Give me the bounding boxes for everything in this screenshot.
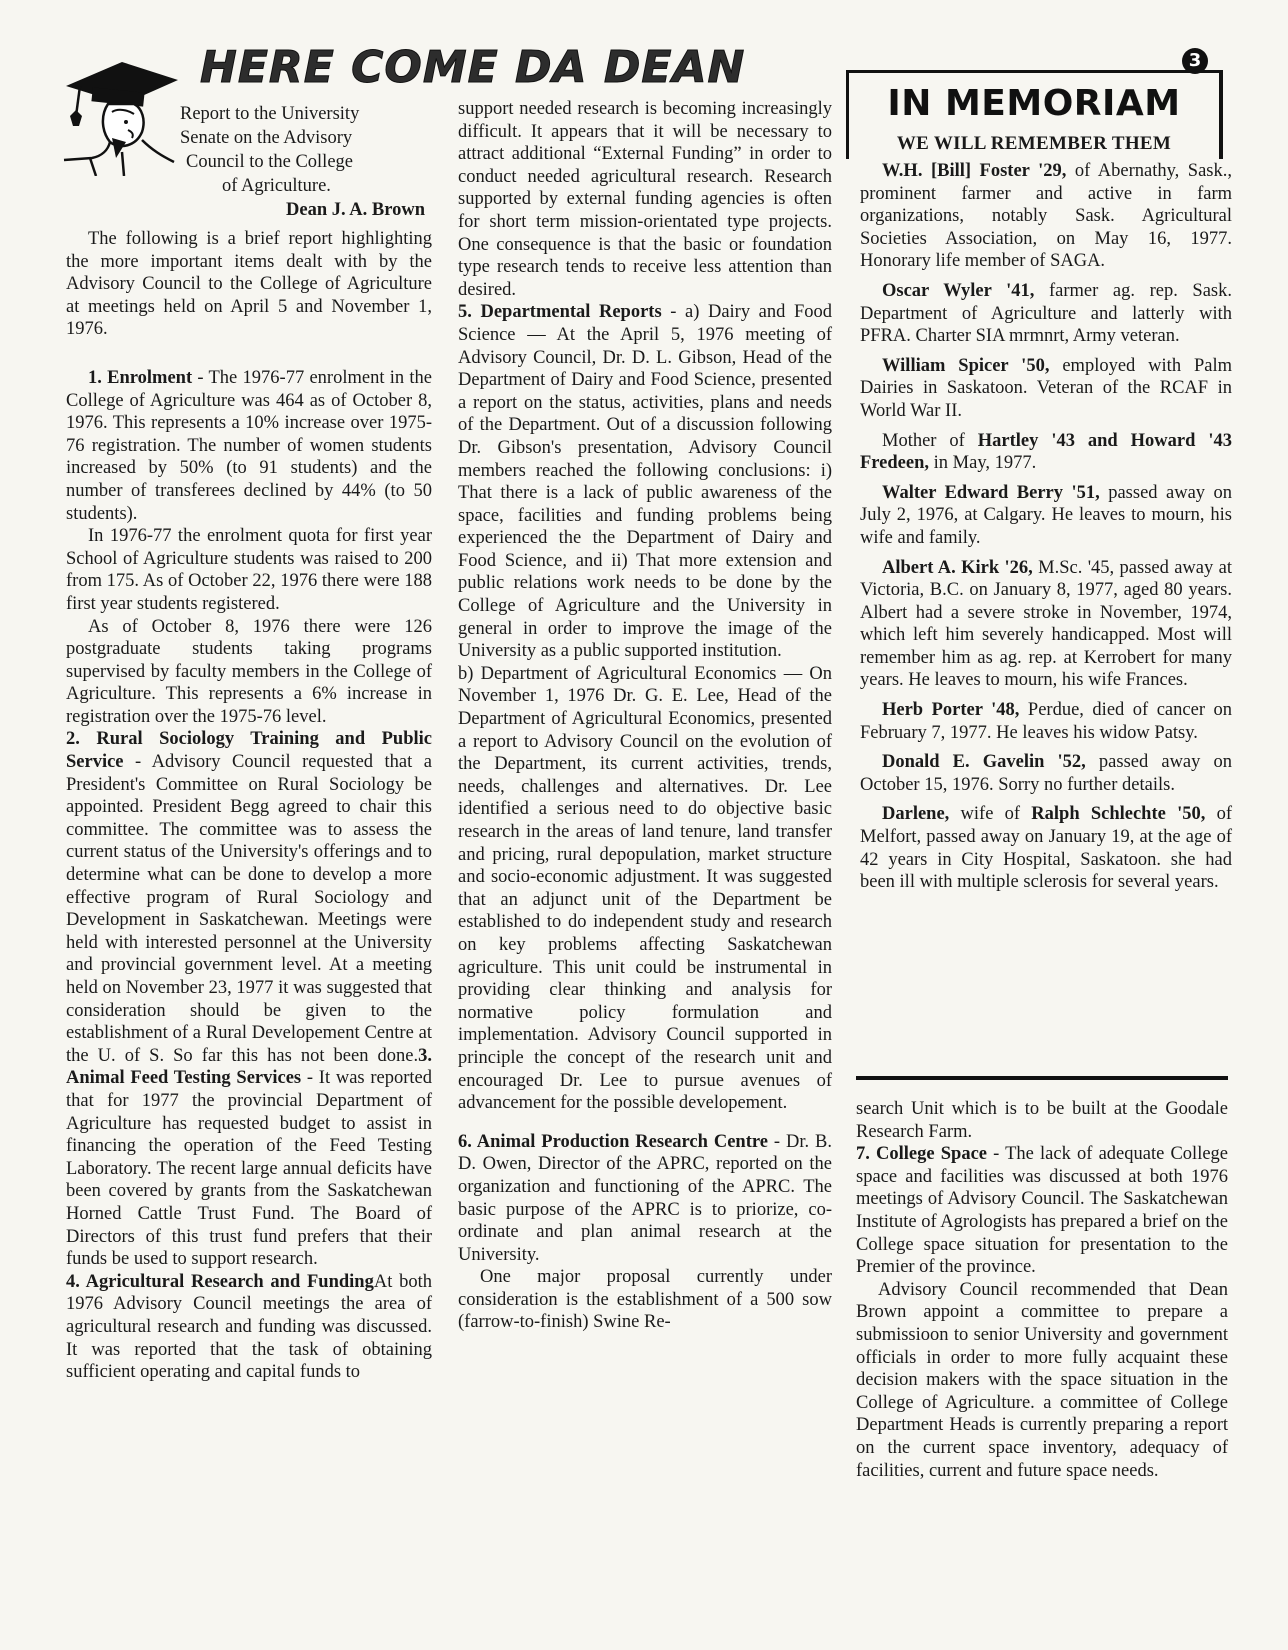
section-heading: 1. Enrolment [88, 367, 193, 388]
memoriam-entry [860, 160, 1232, 273]
article-column-1 [66, 228, 432, 1384]
entry-name: Oscar Wyler '41, [882, 280, 1035, 301]
entry-text: in May, 1977. [929, 453, 1037, 474]
memoriam-title: IN MEMORIAM [887, 83, 1181, 124]
entry-name: Darlene, [882, 804, 950, 825]
intro-line: of Agriculture. [222, 176, 331, 196]
page-headline: HERE COME DA DEAN [200, 42, 746, 93]
page-number-badge: 3 [1182, 48, 1208, 74]
paragraph-text: - It was reported that for 1977 the provincial Department of Agriculture has requested budget to assist in financing the operation of the Feed Testing Laboratory. The recent large annual deficits have been covered by grants from the Saskatchewan Horned Cattle Trust Fund. The Board of Directors of this trust fund prefers that their funds be used to support research. [66, 1068, 432, 1270]
paragraph-text: - Dr. B. D. Owen, Director of the APRC, reported on the organization and functioning of the APRC. The basic purpose of the APRC is to priorize, co-ordinate and plan animal research at the University. [458, 1131, 833, 1265]
entry-name: William Spicer '50, [882, 355, 1050, 376]
section-rural-sociology [66, 728, 432, 1270]
report-intro [180, 102, 425, 222]
entry-name: Albert A. Kirk '26, [882, 557, 1033, 578]
paragraph: search Unit which is to be built at the Goodale Research Farm. [856, 1099, 1228, 1142]
section-divider [856, 1076, 1228, 1080]
memoriam-entry [860, 482, 1232, 550]
in-memoriam-header [846, 70, 1223, 159]
article-column-3 [856, 1098, 1228, 1482]
graduate-cap-logo-icon [62, 58, 182, 176]
section-research-funding [66, 1271, 432, 1384]
section-heading: 5. Departmental Reports [458, 302, 662, 323]
intro-line: Council to the College [186, 152, 353, 172]
section-animal-production [458, 1131, 832, 1267]
entry-text: Perdue, died of cancer on February 7, 1977. He leaves his widow Patsy. [860, 700, 1232, 743]
entry-text: M.Sc. '45, passed away at Victoria, B.C. on January 8, 1977, aged 80 years. Albert had a severe stroke in November, 1974, which left him severely handicapped. Most will remember him as ag. rep. at Kerrobert for many years. He leaves to mourn, his wife Frances. [860, 557, 1232, 691]
paragraph: b) Department of Agricultural Economics — On November 1, 1976 Dr. G. E. Lee, Head of the Department of Agricultural Economics, presented a report to Advisory Council on the evolution of the Department, its current activities, trends, needs, challenges and alternatives. Dr. Lee identified a serious need to do objective basic research in the areas of land tenure, land transfer and pricing, rural depopulation, market structure and socio-economic adjustment. It was suggested that an adjunct unit of the Department be established to do independent study and research on key problems affecting Saskatchewan agriculture. This unit could be instrumental in providing clear thinking and analysis for normative policy formulation and implementation. Advisory Council supported in principle the concept of the research unit and encouraged Dr. Lee to pursue avenues of advancement for the possible developement. [458, 663, 832, 1114]
entry-text: passed away on July 2, 1976, at Calgary. He leaves to mourn, his wife and family. [860, 482, 1232, 548]
memoriam-entry [860, 557, 1232, 693]
paragraph-text: - The 1976-77 enrolment in the College of Agriculture was 464 as of October 8, 1976. This represents a 10% increase over 1975-76 registration. The number of women students increased by 50% (to 91 students) and the number of transferees declined by 44% (to 50 students). [66, 367, 433, 524]
paragraph-text: - Advisory Council requested that a President's Committee on Rural Sociology be appointed. President Begg agreed to chair this committee. The committee was to assess the current status of the University's offerings and to determine what can be done to develop a more effective program of Rural Sociology and Development in Saskatchewan. Meetings were held with interested personnel at the University and provincial government level. At a meeting held on November 23, 1977 it was suggested that consideration should be given to the establishment of a Rural Developement Centre at the U. of S. So far this has not been done. [66, 752, 432, 1066]
section-departmental-reports [458, 301, 832, 663]
paragraph: As of October 8, 1976 there were 126 postgraduate students taking programs supervised by faculty members in the College of Agriculture. This represents a 6% increase in registration over the 1975-76 level. [66, 616, 432, 727]
section-enrolment [66, 367, 432, 525]
entry-name: Donald E. Gavelin '52, [882, 752, 1086, 773]
section-heading: 6. Animal Production Research Centre [458, 1131, 768, 1152]
entry-text: passed away on October 15, 1976. Sorry no further details. [860, 752, 1232, 795]
memoriam-entry [860, 699, 1232, 744]
intro-line: Senate on the Advisory [180, 128, 353, 148]
paragraph: Advisory Council recommended that Dean Brown appoint a committee to prepare a submissioon to senior University and government officials in order to more fully acquaint these decision makers with the space situation in the College of Agriculture. a committee of College Department Heads is currently preparing a report on the current space inventory, adequacy of facilities, current and future space needs. [856, 1279, 1228, 1481]
memoriam-entry [860, 751, 1232, 796]
entry-text: wife of [949, 804, 1032, 825]
entry-text: of Abernathy, Sask., prominent farmer and active in farm organizations, notably Sask. Agricultural Societies Association, on May 16, 1977. Honorary life member of SAGA. [860, 161, 1232, 272]
section-heading: 2. Rural Sociology Training and Public Service [66, 729, 432, 773]
paragraph-text: - a) Dairy and Food Science — At the April 5, 1976 meeting of Advisory Council, Dr. D. L. Gibson, Head of the Department of Dairy and Food Science, presented a report on the status, activities, plans and needs of the Department. Out of a discussion following Dr. Gibson's presentation, Advisory Council members reached the following conclusions: i) That there is a lack of public awareness of the space, facilities and funding problems being experienced the the Department of Dairy and Food Science, and ii) That more extension and public relations work needs to be done by the College of Agriculture and the University in general in order to improve the image of the University as a public supported institution. [458, 302, 833, 662]
memoriam-list [860, 160, 1232, 901]
entry-text: of Melfort, passed away on January 19, at the age of 42 years in City Hospital, Saskatoon. she had been ill with multiple sclerosis for several years. [860, 804, 1232, 893]
memoriam-entry [860, 280, 1232, 348]
intro-paragraph: The following is a brief report highlighting the more important items dealt with by the Advisory Council to the College of Agriculture at meetings held on April 5 and November 1, 1976. [66, 229, 432, 340]
entry-name: Herb Porter '48, [882, 700, 1020, 721]
entry-name: W.H. [Bill] Foster '29, [882, 161, 1067, 181]
report-author: Dean J. A. Brown [286, 200, 425, 220]
section-heading: 7. College Space [856, 1144, 987, 1165]
section-heading: 4. Agricultural Research and Funding [66, 1271, 374, 1292]
memoriam-entry [860, 430, 1232, 475]
entry-name: Hartley '43 and Howard '43 Fredeen, [860, 430, 1232, 474]
entry-name: Ralph Schlechte '50, [1031, 804, 1206, 825]
paragraph-text: At both 1976 Advisory Council meetings the area of agricultural research and funding was discussed. It was reported that the task of obtaining sufficient operating and capital funds to [66, 1271, 432, 1383]
entry-text: farmer ag. rep. Sask. Department of Agriculture and latterly with PFRA. Charter SIA mrmnrt, Army veteran. [860, 280, 1233, 347]
paragraph: In 1976-77 the enrolment quota for first year School of Agriculture students was raised to 200 from 175. As of October 22, 1976 there were 188 first year students registered. [66, 526, 432, 614]
paragraph-text: - The lack of adequate College space and facilities was discussed at both 1976 meetings of Advisory Council. The Saskatchewan Institute of Agrologists has prepared a brief on the College space situation for presentation to the Premier of the province. [856, 1144, 1229, 1278]
section-college-space [856, 1143, 1228, 1279]
memoriam-subtitle: WE WILL REMEMBER THEM [896, 133, 1172, 154]
paragraph: One major proposal currently under consideration is the establishment of a 500 sow (farrow-to-finish) Swine Re- [458, 1267, 832, 1333]
article-column-2 [458, 98, 832, 1334]
intro-line: Report to the University [180, 104, 360, 124]
entry-name: Walter Edward Berry '51, [882, 482, 1100, 503]
section-heading: 3. Animal Feed Testing Services [66, 1045, 432, 1089]
memoriam-entry [860, 355, 1232, 423]
entry-text: employed with Palm Dairies in Saskatoon. Veteran of the RCAF in World War II. [860, 355, 1232, 421]
memoriam-entry [860, 803, 1232, 893]
paragraph: support needed research is becoming increasingly difficult. It appears that it will be necessary to attract additional “External Funding” in order to conduct needed agricultural research. Research supported by external funding agencies is often for short term mission-orientated type projects. One consequence is that the basic or foundation type research tends to receive less attention than desired. [458, 99, 832, 300]
entry-text: Mother of [882, 430, 978, 451]
